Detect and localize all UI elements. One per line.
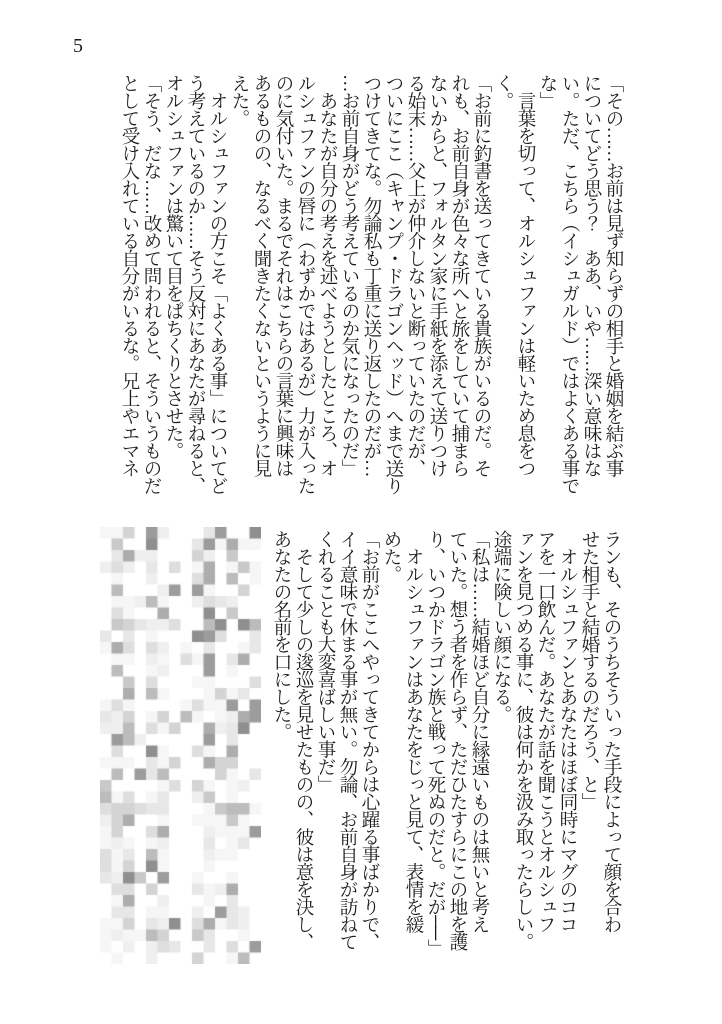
text-column: 「お前がここへやってきてからは心躍る事ばかりで、: [359, 530, 379, 950]
text-column: く。: [493, 74, 513, 109]
text-column: 言葉を切って、オルシュファンは軽いため息をつ: [515, 74, 535, 477]
text-column: オルシュファンの方こそ「よくある事」についてど: [207, 74, 227, 494]
text-column: ていた。想う者を作らず、ただひたすらにこの地を護: [447, 530, 467, 950]
text-column: 「そう、だな……改めて問われると、そういうものだ: [141, 74, 161, 494]
text-column: めた。: [381, 530, 401, 583]
text-column: についてどう思う？ ああ、いや……深い意味はな: [581, 74, 601, 477]
top-text-block: [118, 74, 624, 498]
text-column: つけてきてな。勿論私も丁重に送り返したのだが…: [361, 74, 381, 477]
text-column: のに気付いた。まるでそれはこちらの言葉に興味は: [273, 74, 293, 477]
text-column: る始末……父上が仲介しないと断っていたのだが、: [405, 74, 425, 477]
text-column: ランも、そのうちそういった手段によって顔を合わ: [601, 530, 621, 933]
bottom-text-block: [270, 530, 622, 972]
text-column: い。ただ、こちら（イシュガルド）ではよくある事で: [559, 74, 579, 494]
text-column: アを一口飲んだ。あなたが話を聞こうとオルシュフ: [535, 530, 555, 933]
text-column: …お前自身がどう考えているのか気になったのだ」: [339, 74, 359, 477]
page-number: 5: [73, 35, 83, 57]
text-column: イイ意味で休まる事が無い。勿論、お前自身が訪ねて: [337, 530, 357, 950]
text-column: な」: [537, 74, 557, 109]
text-column: オルシュファンはあなたをじっと見て、表情を緩: [403, 530, 423, 933]
text-column: 途端に険しい顔になる。: [491, 530, 511, 723]
text-column: えた。: [229, 74, 249, 127]
censored-mosaic: [100, 527, 261, 964]
text-column: ないからと、フォルタン家に手紙を添えて送りつけ: [427, 74, 447, 477]
text-column: う考えているのか……そう反対にあなたが尋ねると、: [185, 74, 205, 494]
text-column: れも、お前自身が色々な所へと旅をしていて捕まら: [449, 74, 469, 477]
text-column: として受け入れている自分がいるな。兄上やエマネ: [119, 74, 139, 477]
text-column: ァンを見つめる事に、彼は何かを汲み取ったらしい。: [513, 530, 533, 950]
text-column: オルシュファンとあなたはほぼ同時にマグのココ: [557, 530, 577, 933]
text-column: あるものの、なるべく聞きたくないというように見: [251, 74, 271, 477]
text-column: 「私は……結婚ほど自分に縁遠いものは無いと考え: [469, 530, 489, 933]
text-column: くれることも大変喜ばしい事だ」: [315, 530, 335, 793]
text-column: あなたの名前を口にした。: [271, 530, 291, 740]
text-column: ついにここ（キャンプ・ドラゴンヘッド）へまで送り: [383, 74, 403, 494]
text-column: せた相手と結婚するのだろう、と」: [579, 530, 599, 810]
text-column: ルシュファンの唇に（わずかではあるが）力が入った: [295, 74, 315, 494]
text-column: オルシュファンは驚いて目をぱちくりとさせた。: [163, 74, 183, 459]
text-column: あなたが自分の考えを述べようとしたところ、オ: [317, 74, 337, 477]
text-column: 「その……お前は見ず知らずの相手と婚姻を結ぶ事: [603, 74, 623, 477]
text-column: そして少しの逡巡を見せたものの、彼は意を決し、: [293, 530, 313, 950]
text-column: 「お前に釣書を送ってきている貴族がいるのだ。そ: [471, 74, 491, 477]
text-column: り、いつかドラゴン族と戦って死ぬのだと。だが──」: [425, 530, 445, 957]
